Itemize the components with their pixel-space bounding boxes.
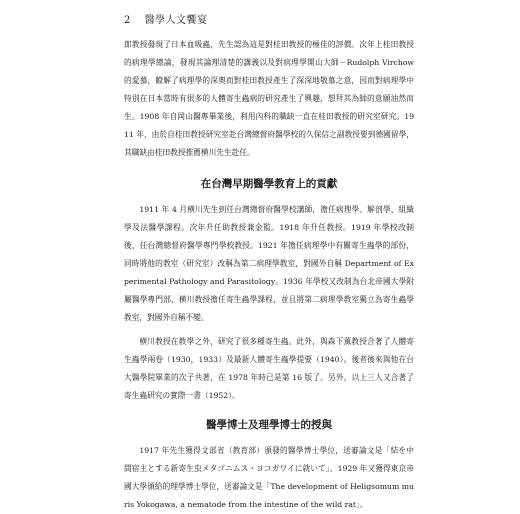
- page-content: [124, 36, 414, 514]
- section-heading: 在台灣早期醫學教育上的貢獻: [200, 178, 338, 190]
- book-title: 醫學人文饗宴: [144, 15, 208, 26]
- page-number: 2: [124, 15, 131, 26]
- body-paragraph: 1917 年先生獲得文部省（教育部）頒發的醫學博士學位，送審論文是「結を中間宿主とする新寄生虫メタゴニムス・ヨコガワイに就いて」。1929 年又獲得東京帝國大學頒給的理學博士學位，送審論文是「The development of Heligsomum muris Yokogawa, a nematode from the intestine of the wild rat」。: [124, 446, 414, 509]
- body-paragraph: 横川教授在教學之外，研究了很多種寄生蟲。此外，與森下薰教授合著了人體寄生蟲學兩卷（1930，1933）及最新人體寄生蟲學提要（1940）。後者後來與他在台大醫學院畢業的次子共著，在 1978 年時已是第 16 版了。另外，以上三人又合著了寄生蟲研究の實際一書（1952）。: [124, 337, 414, 400]
- section-heading: 醫學博士及理學博士的授與: [206, 419, 332, 431]
- running-header: [124, 11, 208, 26]
- body-paragraph: 郎教授發現了日本血吸蟲，先生認為這是對桂田教授的極佳的評價。次年上桂田教授的病理學總論，發現其論理清楚的講義以及對病理學開山大師－Rudolph Virchow 的愛慕，瞭解了病理學的深奧而對桂田教授產生了深深地敬慕之意，因而對病理學中特別在日本當時有很多的人體寄生蟲病的研究產生了興趣，想拜其為師的意願油然而生。1908 年自岡山醫專畢業後，利用內科的職缺一直在桂田教授的研究室研究。1911 年，由於自桂田教授研究室赴台灣總督府醫學校的久保信之副教授要到德國留學，其職缺由桂田教授推薦横川先生赴任。: [124, 40, 414, 157]
- body-paragraph: 1911 年 4 月横川先生到任台灣總督府醫學校講師，擔任病理學、解剖學、組織學及法醫學課程。次年升任助教授兼金監。1918 年升任教授。1919 年學校改制後，任台灣總督府醫學專門學校教授。1921 年擔任病理學中有關寄生蟲學的部份，同時將他的教室（研究室）改稱為第二病理學教室，對國外自稱 Department of Experimental Pathology and Parasitology。1936 年學校又改制為台北帝國大學附屬醫學專門部，横川教授擔任寄生蟲學課程，並且將第二病理學教室獨立為寄生蟲學教室，對國外自稱不變。: [124, 205, 414, 322]
